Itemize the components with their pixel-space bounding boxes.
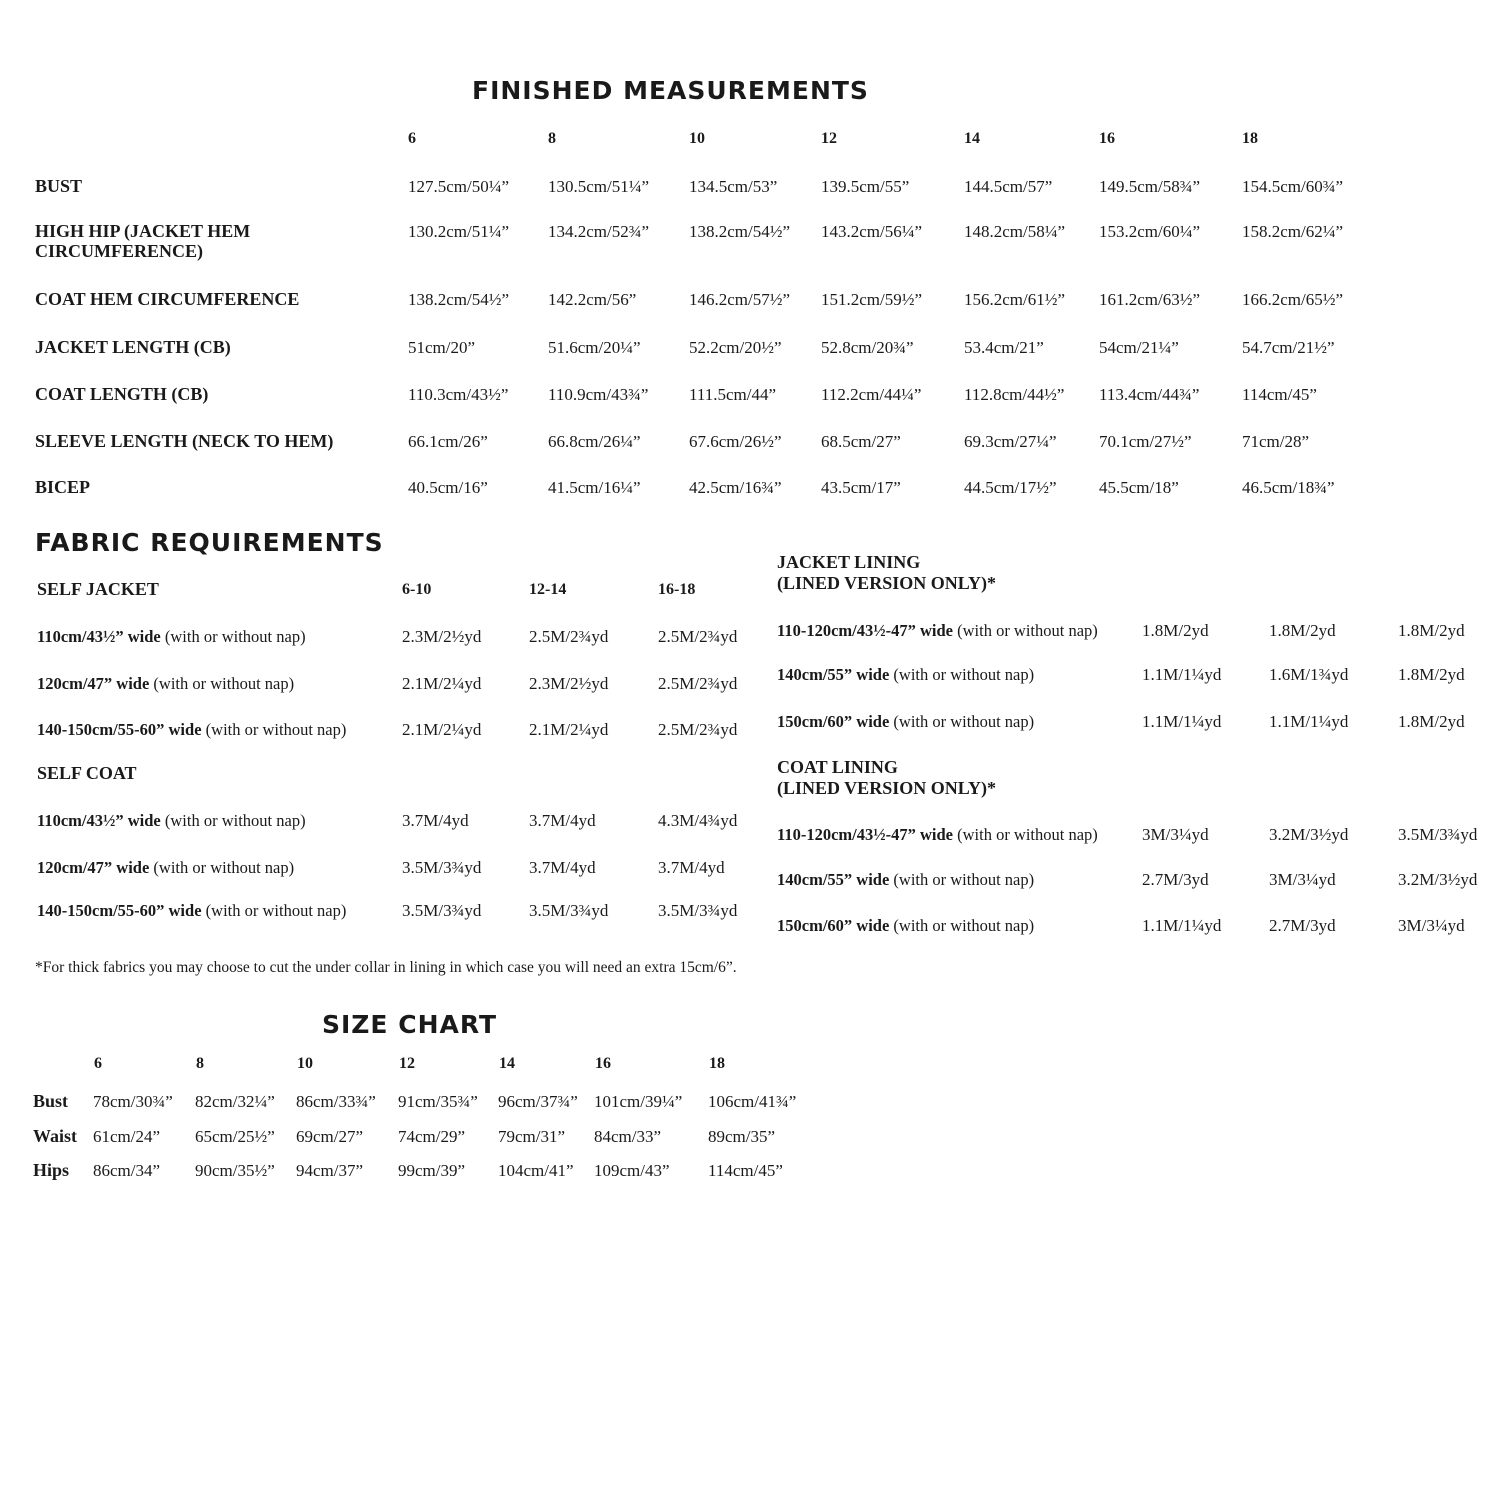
measurement-value: 54cm/21¼” — [1099, 338, 1179, 357]
fabric-amount: 1.1M/1¼yd — [1142, 916, 1222, 935]
self-jacket-heading: SELF JACKET — [37, 579, 159, 599]
measurement-value: 51.6cm/20¼” — [548, 338, 641, 357]
size-chart-value: 114cm/45” — [708, 1161, 783, 1180]
size-chart-value: 96cm/37¾” — [498, 1092, 578, 1111]
fabric-amount: 1.8M/2yd — [1398, 712, 1465, 731]
fabric-amount: 3.7M/4yd — [529, 858, 596, 877]
size-column-header: 12 — [821, 130, 837, 147]
measurement-value: 46.5cm/18¾” — [1242, 478, 1335, 497]
fabric-amount: 3.5M/3¾yd — [1398, 825, 1478, 844]
nap-note: (with or without nap) — [889, 665, 1035, 684]
measurement-row-label-cont: CIRCUMFERENCE) — [35, 241, 203, 261]
fabric-width: 110cm/43½” wide — [37, 627, 161, 646]
size-chart-value: 101cm/39¼” — [594, 1092, 683, 1111]
fabric-amount: 2.1M/2¼yd — [402, 720, 482, 739]
measurement-value: 113.4cm/44¾” — [1099, 385, 1200, 404]
nap-note: (with or without nap) — [149, 674, 295, 693]
fabric-amount: 1.8M/2yd — [1398, 665, 1465, 684]
measurement-value: 161.2cm/63½” — [1099, 290, 1201, 309]
footnote: *For thick fabrics you may choose to cut the under collar in lining in which case you will need an extra 15cm/6”. — [35, 959, 737, 976]
size-chart-value: 104cm/41” — [498, 1161, 574, 1180]
size-chart-value: 109cm/43” — [594, 1161, 670, 1180]
nap-note: (with or without nap) — [952, 825, 1098, 844]
measurement-value: 42.5cm/16¾” — [689, 478, 782, 497]
size-chart-value: 61cm/24” — [93, 1127, 161, 1146]
size-chart-column-header: 8 — [196, 1055, 204, 1072]
size-chart-value: 65cm/25½” — [195, 1127, 275, 1146]
measurement-value: 52.2cm/20½” — [689, 338, 782, 357]
size-chart-value: 69cm/27” — [296, 1127, 364, 1146]
fabric-width: 150cm/60” wide — [777, 916, 890, 935]
measurement-value: 130.5cm/51¼” — [548, 177, 650, 196]
fabric-amount: 2.5M/2¾yd — [529, 627, 609, 646]
measurement-value: 143.2cm/56¼” — [821, 222, 923, 241]
fabric-amount: 3M/3¼yd — [1398, 916, 1465, 935]
fabric-amount: 3.7M/4yd — [658, 858, 725, 877]
measurement-value: 66.1cm/26” — [408, 432, 488, 451]
fabric-width: 140cm/55” wide — [777, 870, 890, 889]
fabric-width: 140cm/55” wide — [777, 665, 890, 684]
measurement-value: 52.8cm/20¾” — [821, 338, 914, 357]
finished-measurements-title: FINISHED MEASUREMENTS — [472, 76, 869, 105]
nap-note: (with or without nap) — [889, 870, 1035, 889]
fabric-width-label — [777, 665, 1034, 685]
size-chart-value: 82cm/32¼” — [195, 1092, 275, 1111]
size-chart-value: 94cm/37” — [296, 1161, 364, 1180]
measurement-value: 166.2cm/65½” — [1242, 290, 1344, 309]
measurement-value: 51cm/20” — [408, 338, 476, 357]
fabric-amount: 2.3M/2½yd — [529, 674, 609, 693]
fabric-amount: 3.2M/3½yd — [1398, 870, 1478, 889]
fabric-amount: 4.3M/4¾yd — [658, 811, 738, 830]
size-chart-column-header: 12 — [399, 1055, 415, 1072]
measurement-value: 151.2cm/59½” — [821, 290, 923, 309]
fabric-amount: 3.7M/4yd — [529, 811, 596, 830]
measurement-value: 134.5cm/53” — [689, 177, 778, 196]
fabric-width-label — [37, 720, 346, 740]
size-chart-row-label: Waist — [33, 1126, 78, 1146]
measurement-value: 154.5cm/60¾” — [1242, 177, 1344, 196]
fabric-amount: 2.1M/2¼yd — [402, 674, 482, 693]
size-chart-value: 78cm/30¾” — [93, 1092, 173, 1111]
measurement-row-label: BUST — [35, 176, 83, 196]
measurement-row-label: HIGH HIP (JACKET HEM — [35, 221, 251, 241]
size-chart-value: 89cm/35” — [708, 1127, 776, 1146]
measurement-value: 130.2cm/51¼” — [408, 222, 510, 241]
measurement-value: 71cm/28” — [1242, 432, 1310, 451]
fabric-amount: 1.8M/2yd — [1398, 621, 1465, 640]
nap-note: (with or without nap) — [201, 901, 347, 920]
size-column-header: 18 — [1242, 130, 1258, 147]
fabric-amount: 1.1M/1¼yd — [1142, 665, 1222, 684]
measurement-row-label: JACKET LENGTH (CB) — [35, 337, 231, 357]
measurement-row-label: SLEEVE LENGTH (NECK TO HEM) — [35, 431, 334, 451]
fabric-width: 150cm/60” wide — [777, 712, 890, 731]
measurement-value: 66.8cm/26¼” — [548, 432, 641, 451]
size-column-header: 14 — [964, 130, 980, 147]
fabric-width: 110-120cm/43½-47” wide — [777, 621, 953, 640]
measurement-value: 110.3cm/43½” — [408, 385, 509, 404]
measurement-value: 134.2cm/52¾” — [548, 222, 650, 241]
fabric-amount: 2.5M/2¾yd — [658, 720, 738, 739]
nap-note: (with or without nap) — [201, 720, 347, 739]
measurement-value: 54.7cm/21½” — [1242, 338, 1335, 357]
size-chart-value: 86cm/34” — [93, 1161, 161, 1180]
size-chart-value: 99cm/39” — [398, 1161, 466, 1180]
measurement-row-label: BICEP — [35, 477, 91, 497]
fabric-width-label — [777, 916, 1034, 936]
fabric-size-column-header: 16-18 — [658, 581, 696, 598]
fabric-amount: 1.6M/1¾yd — [1269, 665, 1349, 684]
fabric-width: 140-150cm/55-60” wide — [37, 901, 202, 920]
measurement-value: 43.5cm/17” — [821, 478, 901, 497]
measurement-value: 45.5cm/18” — [1099, 478, 1179, 497]
size-chart-row-label: Hips — [33, 1160, 70, 1180]
size-column-header: 6 — [408, 130, 416, 147]
measurement-value: 127.5cm/50¼” — [408, 177, 510, 196]
fabric-width: 110cm/43½” wide — [37, 811, 161, 830]
measurement-value: 148.2cm/58¼” — [964, 222, 1066, 241]
fabric-amount: 1.8M/2yd — [1269, 621, 1336, 640]
fabric-amount: 2.1M/2¼yd — [529, 720, 609, 739]
size-chart-value: 79cm/31” — [498, 1127, 566, 1146]
nap-note: (with or without nap) — [149, 858, 295, 877]
self-coat-heading: SELF COAT — [37, 763, 137, 783]
measurement-value: 138.2cm/54½” — [689, 222, 791, 241]
fabric-amount: 3.5M/3¾yd — [402, 901, 482, 920]
measurement-value: 53.4cm/21” — [964, 338, 1044, 357]
fabric-amount: 3M/3¼yd — [1269, 870, 1336, 889]
measurement-value: 41.5cm/16¼” — [548, 478, 641, 497]
fabric-width: 120cm/47” wide — [37, 674, 150, 693]
measurement-value: 158.2cm/62¼” — [1242, 222, 1344, 241]
nap-note: (with or without nap) — [889, 712, 1035, 731]
fabric-width-label — [777, 870, 1034, 890]
measurement-value: 144.5cm/57” — [964, 177, 1053, 196]
measurement-row-label: COAT HEM CIRCUMFERENCE — [35, 289, 300, 309]
measurement-value: 69.3cm/27¼” — [964, 432, 1057, 451]
size-chart-column-header: 6 — [94, 1055, 102, 1072]
measurement-value: 44.5cm/17½” — [964, 478, 1057, 497]
jacket-lining-subheading: (LINED VERSION ONLY)* — [777, 573, 997, 593]
fabric-width-label — [37, 674, 294, 694]
fabric-width: 140-150cm/55-60” wide — [37, 720, 202, 739]
fabric-amount: 3M/3¼yd — [1142, 825, 1209, 844]
size-column-header: 16 — [1099, 130, 1115, 147]
coat-lining-subheading: (LINED VERSION ONLY)* — [777, 778, 997, 798]
measurement-value: 112.8cm/44½” — [964, 385, 1065, 404]
size-chart-value: 91cm/35¾” — [398, 1092, 478, 1111]
measurement-value: 68.5cm/27” — [821, 432, 901, 451]
size-chart-column-header: 18 — [709, 1055, 725, 1072]
fabric-width-label — [777, 825, 1098, 845]
fabric-amount: 3.5M/3¾yd — [529, 901, 609, 920]
fabric-requirements-title: FABRIC REQUIREMENTS — [35, 528, 384, 557]
nap-note: (with or without nap) — [952, 621, 1098, 640]
fabric-amount: 1.1M/1¼yd — [1142, 712, 1222, 731]
size-chart-value: 86cm/33¾” — [296, 1092, 376, 1111]
measurement-value: 153.2cm/60¼” — [1099, 222, 1201, 241]
fabric-amount: 2.7M/3yd — [1269, 916, 1336, 935]
measurement-value: 111.5cm/44” — [689, 385, 777, 404]
fabric-amount: 1.1M/1¼yd — [1269, 712, 1349, 731]
fabric-amount: 3.5M/3¾yd — [402, 858, 482, 877]
measurement-value: 146.2cm/57½” — [689, 290, 791, 309]
fabric-size-column-header: 6-10 — [402, 581, 432, 598]
fabric-width-label — [37, 627, 306, 647]
size-chart-value: 90cm/35½” — [195, 1161, 275, 1180]
fabric-amount: 2.5M/2¾yd — [658, 627, 738, 646]
fabric-size-column-header: 12-14 — [529, 581, 567, 598]
fabric-width-label — [777, 712, 1034, 732]
size-chart-column-header: 14 — [499, 1055, 515, 1072]
fabric-width-label — [777, 621, 1098, 641]
jacket-lining-heading: JACKET LINING — [777, 552, 921, 572]
measurement-value: 70.1cm/27½” — [1099, 432, 1192, 451]
coat-lining-heading: COAT LINING — [777, 757, 898, 777]
measurement-value: 156.2cm/61½” — [964, 290, 1066, 309]
fabric-width-label — [37, 811, 306, 831]
measurement-row-label: COAT LENGTH (CB) — [35, 384, 209, 404]
measurement-value: 142.2cm/56” — [548, 290, 637, 309]
nap-note: (with or without nap) — [160, 627, 306, 646]
fabric-width: 110-120cm/43½-47” wide — [777, 825, 953, 844]
fabric-amount: 3.7M/4yd — [402, 811, 469, 830]
measurement-value: 110.9cm/43¾” — [548, 385, 649, 404]
measurement-value: 40.5cm/16” — [408, 478, 488, 497]
size-chart-row-label: Bust — [33, 1091, 69, 1111]
measurement-value: 67.6cm/26½” — [689, 432, 782, 451]
fabric-amount: 1.8M/2yd — [1142, 621, 1209, 640]
size-chart-value: 106cm/41¾” — [708, 1092, 797, 1111]
size-chart-column-header: 10 — [297, 1055, 313, 1072]
measurement-value: 149.5cm/58¾” — [1099, 177, 1201, 196]
measurement-value: 112.2cm/44¼” — [821, 385, 922, 404]
measurement-value: 114cm/45” — [1242, 385, 1317, 404]
nap-note: (with or without nap) — [889, 916, 1035, 935]
size-chart-title: SIZE CHART — [322, 1010, 498, 1039]
measurement-value: 138.2cm/54½” — [408, 290, 510, 309]
fabric-amount: 2.5M/2¾yd — [658, 674, 738, 693]
fabric-amount: 3.5M/3¾yd — [658, 901, 738, 920]
nap-note: (with or without nap) — [160, 811, 306, 830]
fabric-width-label — [37, 901, 346, 921]
size-column-header: 8 — [548, 130, 556, 147]
measurement-value: 139.5cm/55” — [821, 177, 910, 196]
fabric-width-label — [37, 858, 294, 878]
size-column-header: 10 — [689, 130, 705, 147]
fabric-amount: 3.2M/3½yd — [1269, 825, 1349, 844]
fabric-amount: 2.7M/3yd — [1142, 870, 1209, 889]
size-chart-value: 84cm/33” — [594, 1127, 662, 1146]
size-chart-column-header: 16 — [595, 1055, 611, 1072]
size-chart-value: 74cm/29” — [398, 1127, 466, 1146]
fabric-width: 120cm/47” wide — [37, 858, 150, 877]
fabric-amount: 2.3M/2½yd — [402, 627, 482, 646]
